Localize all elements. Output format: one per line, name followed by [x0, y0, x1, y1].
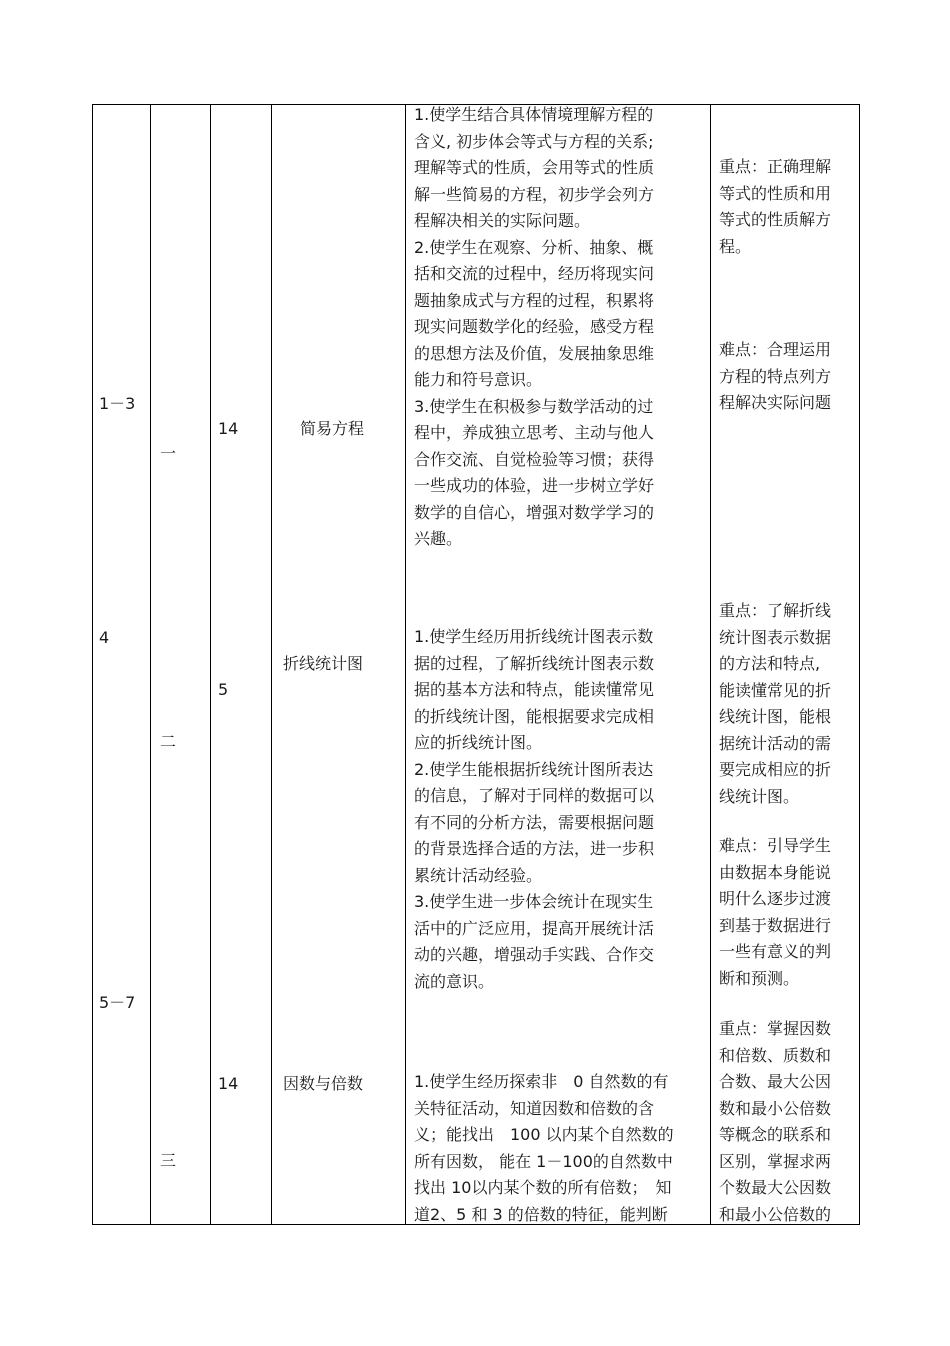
difficulty-line: 到基于数据进行	[719, 915, 832, 935]
week-cell: 1－3	[99, 394, 136, 413]
difficulty-line: 程解决实际问题	[719, 393, 832, 412]
objective-line: 括和交流的过程中，经历将现实问	[414, 264, 655, 283]
key-point-line: 要完成相应的折	[719, 760, 832, 779]
objective-line: 程解决相关的实际问题。	[414, 211, 591, 230]
key-point-line: 能读懂常见的折	[719, 680, 832, 700]
objectives-cell	[414, 102, 704, 553]
hours-cell: 14	[218, 419, 239, 438]
objective-line: 3.使学生在积极参与数学活动的过	[414, 396, 654, 416]
difficulties-cell	[719, 337, 851, 417]
objective-line: 的思想方法及价值，发展抽象思维	[414, 343, 655, 363]
objective-line: 应的折线统计图。	[414, 733, 543, 752]
objective-line: 数学的自信心，增强对数学学习的	[414, 502, 655, 522]
objective-line: 1.使学生经历用折线统计图表示数	[414, 627, 654, 646]
objective-line: 的背景选择合适的方法，进一步积	[414, 839, 655, 858]
key-point-line: 等概念的联系和	[719, 1125, 832, 1144]
objective-line: 的信息，了解对于同样的数据可以	[414, 786, 655, 805]
objective-line: 有不同的分析方法，需要根据问题	[414, 812, 655, 832]
key-point-line: 等式的性质解方	[719, 210, 832, 229]
objective-line: 2.使学生在观察、分析、抽象、概	[414, 237, 654, 257]
objective-line: 动的兴趣，增强动手实践、合作交	[414, 945, 655, 964]
unit-number-cell: 三	[160, 1151, 177, 1170]
key-point-line: 程。	[719, 236, 752, 256]
col-border-5	[405, 104, 406, 1225]
key-point-line: 重点：正确理解	[719, 157, 832, 176]
objective-line: 1.使学生结合具体情境理解方程的	[414, 105, 654, 124]
key-point-line: 等式的性质和用	[719, 183, 832, 203]
objective-line: 3.使学生进一步体会统计在现实生	[414, 892, 654, 911]
key-point-line: 重点：了解折线	[719, 601, 832, 620]
objective-line: 兴趣。	[414, 529, 463, 548]
key-point-line: 据统计活动的需	[719, 733, 832, 753]
week-cell: 4	[99, 628, 110, 647]
key-point-line: 个数最大公因数	[719, 1178, 832, 1197]
key-point-line: 线统计图。	[719, 786, 800, 806]
week-cell: 5－7	[99, 993, 136, 1012]
key-point-line: 的方法和特点,	[719, 654, 821, 673]
objective-line: 找出 10以内某个数的所有倍数； 知	[414, 1178, 672, 1197]
objective-line: 题抽象成式与方程的过程，积累将	[414, 290, 655, 310]
objective-line: 活中的广泛应用，提高开展统计活	[414, 918, 655, 938]
objective-line: 流的意识。	[414, 971, 495, 991]
difficulty-line: 难点：合理运用	[719, 340, 832, 359]
objective-line: 一些成功的体验，进一步树立学好	[414, 476, 655, 495]
objective-line: 现实问题数学化的经验，感受方程	[414, 317, 655, 336]
key-points-cell	[719, 154, 851, 260]
key-point-line: 和最小公倍数的	[719, 1204, 832, 1224]
key-point-line: 线统计图，能根	[719, 707, 832, 726]
unit-title-cell: 因数与倍数	[283, 1074, 364, 1093]
key-point-line: 和倍数、质数和	[719, 1045, 832, 1065]
key-points-cell	[719, 1016, 851, 1228]
hours-cell: 14	[218, 1074, 239, 1093]
col-border-4	[271, 104, 272, 1225]
objective-line: 道2、5 和 3 的倍数的特征，能判断	[414, 1204, 668, 1224]
key-point-line: 区别，掌握求两	[719, 1151, 832, 1171]
unit-title-cell: 简易方程	[300, 419, 365, 438]
col-border-6	[710, 104, 711, 1225]
difficulty-line: 断和预测。	[719, 968, 800, 988]
objectives-cell	[414, 1069, 704, 1228]
difficulties-cell	[719, 833, 851, 992]
objective-line: 2.使学生能根据折线统计图所表达	[414, 759, 654, 779]
difficulty-line: 由数据本身能说	[719, 862, 832, 882]
objective-line: 1.使学生经历探索非 0 自然数的有	[414, 1072, 669, 1091]
difficulty-line: 一些有意义的判	[719, 942, 832, 961]
objective-line: 关特征活动，知道因数和倍数的含	[414, 1098, 655, 1118]
col-border-3	[210, 104, 211, 1225]
objectives-cell	[414, 624, 704, 995]
objective-line: 合作交流、自觉检验等习惯；获得	[414, 449, 655, 469]
key-point-line: 合数、最大公因	[719, 1072, 832, 1091]
objective-line: 所有因数， 能在 1－100的自然数中	[414, 1151, 673, 1171]
col-border-1	[92, 104, 93, 1225]
objective-line: 含义, 初步体会等式与方程的关系;	[414, 131, 654, 151]
objective-line: 据的基本方法和特点，能读懂常见	[414, 680, 655, 699]
unit-number-cell: 二	[160, 732, 177, 751]
objective-line: 义；能找出 100 以内某个自然数的	[414, 1125, 674, 1144]
objective-line: 的折线统计图，能根据要求完成相	[414, 706, 655, 726]
col-border-7	[859, 104, 860, 1225]
col-border-2	[150, 104, 151, 1225]
unit-number-cell: 一	[160, 444, 177, 463]
objective-line: 据的过程，了解折线统计图表示数	[414, 653, 655, 673]
difficulty-line: 方程的特点列方	[719, 366, 832, 386]
difficulty-line: 难点：引导学生	[719, 836, 832, 855]
key-point-line: 重点：掌握因数	[719, 1019, 832, 1038]
difficulty-line: 明什么逐步过渡	[719, 889, 832, 908]
hours-cell: 5	[218, 680, 229, 699]
objective-line: 累统计活动经验。	[414, 865, 543, 885]
key-point-line: 数和最小公倍数	[719, 1098, 832, 1118]
key-points-cell	[719, 598, 851, 810]
key-point-line: 统计图表示数据	[719, 627, 832, 647]
objective-line: 能力和符号意识。	[414, 370, 543, 389]
objective-line: 程中，养成独立思考、主动与他人	[414, 423, 655, 442]
unit-title-cell: 折线统计图	[283, 654, 364, 673]
objective-line: 理解等式的性质，会用等式的性质	[414, 158, 655, 177]
objective-line: 解一些简易的方程，初步学会列方	[414, 184, 655, 204]
